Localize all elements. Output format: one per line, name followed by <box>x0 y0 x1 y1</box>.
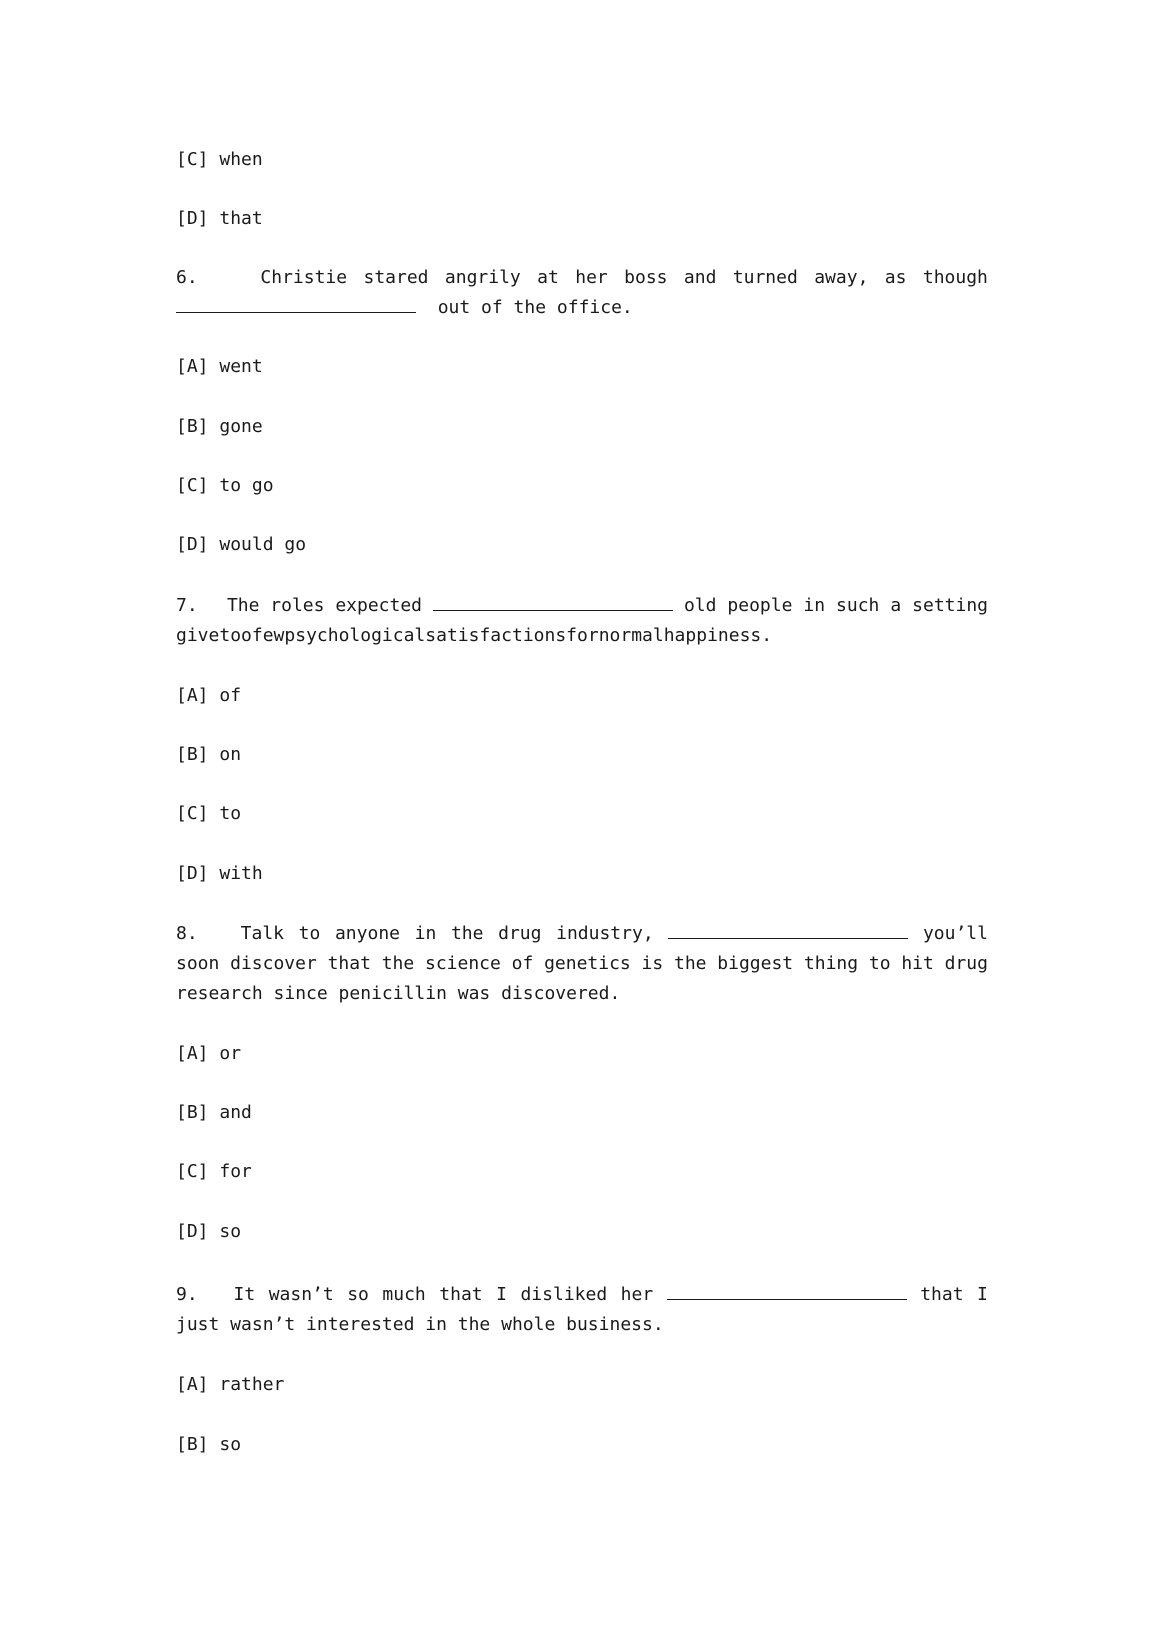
option-text: of <box>219 685 242 706</box>
option-b <box>176 1101 252 1125</box>
word: that <box>439 1284 483 1305</box>
word: hit <box>901 953 934 974</box>
option-text: so <box>219 1434 242 1455</box>
option-letter: [A] <box>176 356 209 377</box>
option-text: that <box>219 208 263 229</box>
option-d <box>176 207 263 231</box>
question-7-line-1 <box>176 594 988 618</box>
option-text: so <box>219 1221 242 1242</box>
word: for <box>566 625 599 646</box>
word: her <box>575 267 608 288</box>
option-letter: [A] <box>176 685 209 706</box>
option-letter: [C] <box>176 803 209 824</box>
option-letter: [D] <box>176 534 209 555</box>
question-7-line-2 <box>176 624 988 648</box>
word: biggest <box>717 953 794 974</box>
question-text: out of the office. <box>437 297 633 318</box>
word: turned <box>732 267 798 288</box>
word: such <box>836 595 880 616</box>
option-b <box>176 743 241 767</box>
word: boss <box>624 267 668 288</box>
option-a <box>176 1042 241 1066</box>
option-d <box>176 1220 241 1244</box>
word: is <box>641 953 664 974</box>
question-number: 6. <box>176 267 198 288</box>
option-c <box>176 1160 252 1184</box>
answer-blank <box>176 296 416 313</box>
word: soon <box>176 953 220 974</box>
word: a <box>890 595 902 616</box>
word: of <box>511 953 534 974</box>
question-9-line-1 <box>176 1283 988 1307</box>
answer-blank <box>667 1283 907 1300</box>
question-number: 8. <box>176 923 198 944</box>
question-number: 9. <box>176 1284 198 1305</box>
word: in <box>414 923 437 944</box>
word: I <box>977 1284 988 1305</box>
option-d <box>176 533 306 557</box>
option-b <box>176 1433 241 1457</box>
option-b <box>176 415 263 439</box>
question-8-line-3: research since penicillin was discovered. <box>176 983 621 1004</box>
word: old <box>683 595 717 616</box>
word: thing <box>803 953 859 974</box>
word: people <box>727 595 793 616</box>
option-text: when <box>219 149 263 170</box>
option-c <box>176 474 274 498</box>
question-6-line-2 <box>176 296 988 320</box>
line-spacer <box>772 624 988 648</box>
option-letter: [B] <box>176 416 209 437</box>
word: drug <box>498 923 542 944</box>
word: It <box>233 1284 256 1305</box>
option-text: with <box>219 863 263 884</box>
option-a <box>176 1373 284 1397</box>
word: happiness. <box>663 625 773 646</box>
option-text: for <box>219 1161 252 1182</box>
word: psychological <box>284 625 426 646</box>
word: satisfactions <box>425 625 567 646</box>
option-letter: [B] <box>176 744 209 765</box>
word: though <box>922 267 988 288</box>
word: her <box>620 1284 654 1305</box>
word: at <box>537 267 559 288</box>
option-text: gone <box>219 416 263 437</box>
option-text: to go <box>219 475 274 496</box>
word: away, <box>814 267 869 288</box>
word: to <box>868 953 891 974</box>
question-9-line-2: just wasn’t interested in the whole business. <box>176 1314 664 1335</box>
word: and <box>683 267 717 288</box>
word: so <box>347 1284 369 1305</box>
question-text: The roles expected <box>226 595 423 616</box>
option-letter: [C] <box>176 149 209 170</box>
option-letter: [B] <box>176 1102 209 1123</box>
word: wasn’t <box>268 1284 334 1305</box>
word: in <box>803 595 826 616</box>
option-letter: [C] <box>176 475 209 496</box>
answer-blank <box>668 922 908 939</box>
word: to <box>298 923 321 944</box>
option-letter: [B] <box>176 1434 209 1455</box>
word: drug <box>944 953 988 974</box>
question-number: 7. <box>176 595 198 616</box>
word: stared <box>363 267 429 288</box>
word: as <box>884 267 907 288</box>
option-letter: [C] <box>176 1161 209 1182</box>
option-text: would go <box>219 534 307 555</box>
word: much <box>382 1284 426 1305</box>
option-c <box>176 148 263 172</box>
option-d <box>176 862 263 886</box>
word: the <box>381 953 415 974</box>
option-letter: [A] <box>176 1043 209 1064</box>
question-6-line-1 <box>176 266 988 290</box>
word: I <box>496 1284 507 1305</box>
option-letter: [A] <box>176 1374 209 1395</box>
word: anyone <box>334 923 400 944</box>
word: Talk <box>240 923 284 944</box>
option-text: on <box>219 744 242 765</box>
option-text: rather <box>219 1374 285 1395</box>
word: angrily <box>444 267 521 288</box>
word: the <box>674 953 707 974</box>
word: disliked <box>520 1284 608 1305</box>
word: that <box>920 1284 964 1305</box>
answer-blank <box>433 594 673 611</box>
word: Christie <box>260 267 348 288</box>
word: the <box>450 923 484 944</box>
option-letter: [D] <box>176 208 209 229</box>
option-text: and <box>219 1102 252 1123</box>
option-letter: [D] <box>176 863 209 884</box>
word: normal <box>598 625 664 646</box>
option-a <box>176 355 263 379</box>
option-c <box>176 802 241 826</box>
question-8-line-2 <box>176 952 988 976</box>
word: few <box>251 625 285 646</box>
word: genetics <box>544 953 631 974</box>
option-text: or <box>219 1043 242 1064</box>
option-text: went <box>219 356 263 377</box>
word: you’ll <box>922 923 988 944</box>
word: industry, <box>556 923 654 944</box>
option-text: to <box>219 803 242 824</box>
word: give <box>176 625 220 646</box>
word: science <box>425 953 501 974</box>
option-letter: [D] <box>176 1221 209 1242</box>
question-8-line-1 <box>176 922 988 946</box>
option-a <box>176 684 241 708</box>
word: discover <box>230 953 317 974</box>
word: setting <box>912 595 988 616</box>
word: that <box>327 953 371 974</box>
word: too <box>219 625 252 646</box>
